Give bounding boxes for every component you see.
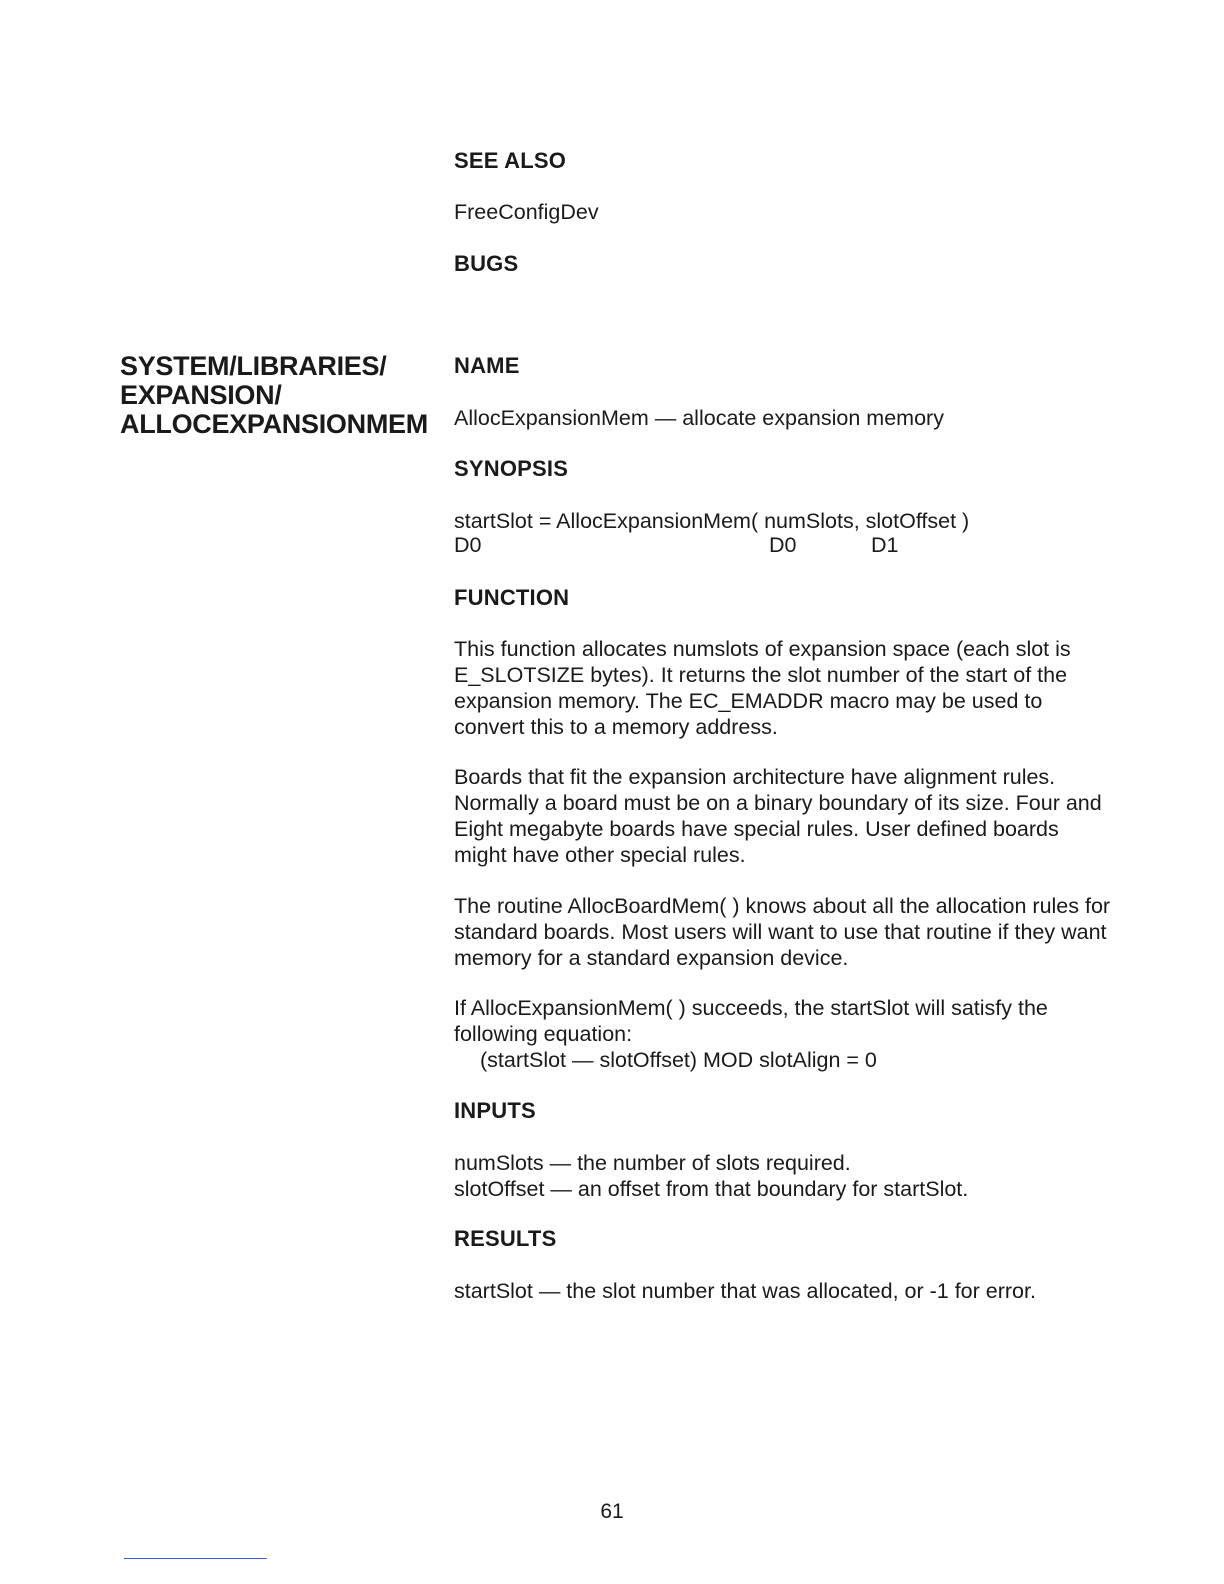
synopsis-heading: SYNOPSIS — [454, 456, 569, 481]
inputs-line: slotOffset — an offset from that boundary for startSlot. — [454, 1177, 969, 1201]
function-paragraph: The routine AllocBoardMem( ) knows about all the allocation rules for standard boards. Most users will want to use that routine if they want memory for a standard expansion device. — [454, 894, 1111, 970]
synopsis-line: startSlot = AllocExpansionMem( numSlots, slotOffset ) — [454, 509, 970, 533]
name-text: AllocExpansionMem — allocate expansion memory — [454, 406, 944, 430]
results-line: startSlot — the slot number that was allocated, or -1 for error. — [454, 1279, 1036, 1303]
synopsis-registers — [0, 533, 1224, 559]
register-arg2: D1 — [871, 533, 899, 557]
section-title-line: SYSTEM/LIBRARIES/ — [120, 351, 387, 381]
page-number: 61 — [600, 1500, 624, 1523]
results-heading: RESULTS — [454, 1226, 557, 1251]
see-also-text: FreeConfigDev — [454, 200, 599, 224]
section-title — [120, 352, 428, 439]
section-title-line: ALLOCEXPANSIONMEM — [120, 409, 428, 439]
see-also-heading: SEE ALSO — [454, 148, 567, 173]
register-result: D0 — [454, 533, 482, 557]
footer-rule — [124, 1558, 267, 1559]
register-arg1: D0 — [769, 533, 797, 557]
function-paragraph: This function allocates numslots of expansion space (each slot is E_SLOTSIZE bytes). It returns the slot number of the start of the expansion memory. The EC_EMADDR macro may be used to convert this to a memory address. — [454, 637, 1071, 739]
function-heading: FUNCTION — [454, 585, 570, 610]
function-paragraph: Boards that fit the expansion architecture have alignment rules. Normally a board must be on a binary boundary of its size. Four and Eight megabyte boards have special rules. User defined boards might have other special rules. — [454, 765, 1102, 867]
inputs-heading: INPUTS — [454, 1098, 536, 1123]
bugs-heading: BUGS — [454, 251, 519, 276]
section-title-line: EXPANSION/ — [120, 380, 282, 410]
inputs-line: numSlots — the number of slots required. — [454, 1151, 851, 1175]
function-equation: (startSlot — slotOffset) MOD slotAlign = 0 — [480, 1048, 877, 1072]
function-paragraph: If AllocExpansionMem( ) succeeds, the startSlot will satisfy the following equation: — [454, 996, 1048, 1046]
name-heading: NAME — [454, 353, 520, 378]
